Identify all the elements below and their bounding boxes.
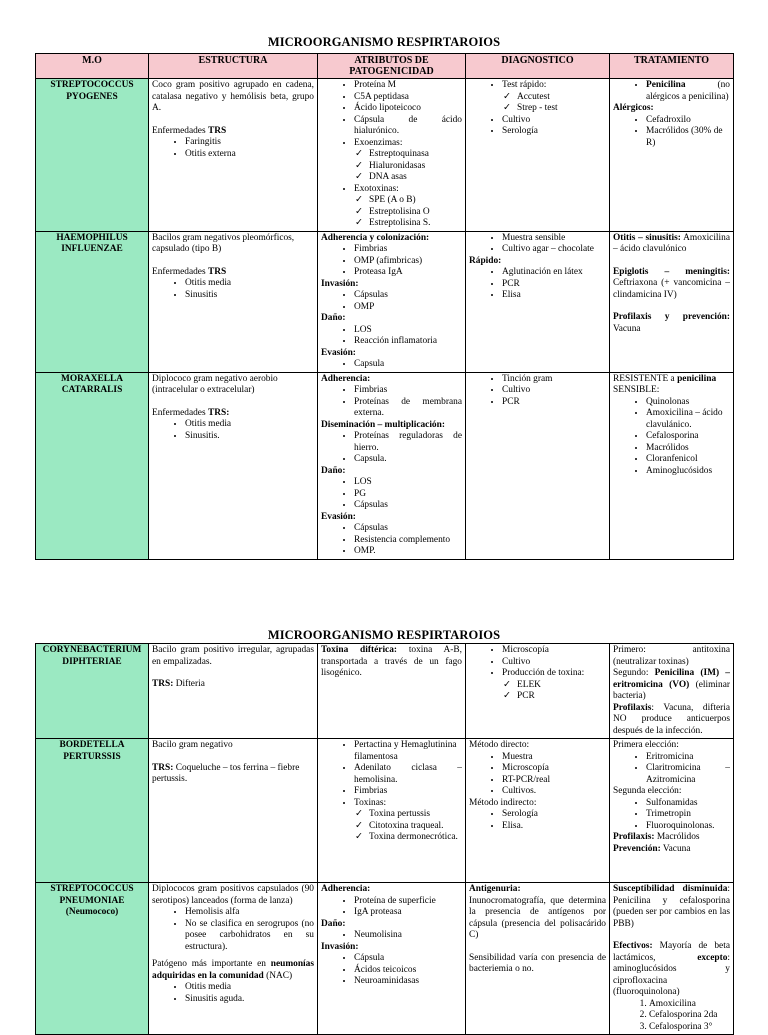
list-item: • Test rápido: <box>502 80 606 92</box>
organism-name: HAEMOPHILUS INFLUENZAE <box>36 231 149 372</box>
list-item: • Amoxicilina – ácido clavulánico. <box>646 408 730 431</box>
exotoxinas-list <box>321 195 462 230</box>
check-item: ✓ ELEK <box>517 680 606 692</box>
list-item: • Faringitis <box>185 137 314 149</box>
estructura-cell: Diplococos gram positivos capsulados (90 serotipos) lanceados (forma de lanza) • Hemolisis alfa • No se clasifica en serogrupos (no posee carbohidratos en su estructura). Patógeno más importante en neumonías adquiridas en la comunidad (NAC) • Otitis media • Sinusitis aguda. <box>149 883 318 1035</box>
atributos-cell: Adherencia: • Fimbrias • Proteínas de membrana externa. Diseminación – multiplicación: • Proteínas reguladoras de hierro. • Capsula. Daño: • LOS • PG • Cápsulas Evasión: • Cápsulas • Resistencia complemento • OMP. <box>318 372 466 559</box>
list-item: • Aglutinación en látex <box>502 267 606 279</box>
estructura-text: Bacilo gram positivo irregular, agrupadas en empalizadas. <box>152 645 314 667</box>
diagnostico-cell <box>466 372 610 559</box>
atributos-cell: Toxina diftérica: toxina A-B, transportada a través de un fago lisogénico. <box>318 644 466 739</box>
table-row-streptococcus-pneumoniae <box>36 883 734 1035</box>
enfermedades-label: Enfermedades TRS: <box>152 407 230 418</box>
check-item: ✓ Estreptolisina S. <box>369 218 462 230</box>
list-item: • Elisa <box>502 290 606 302</box>
list-item: • Cápsulas <box>354 500 462 512</box>
check-item: ✓ Toxina pertussis <box>369 809 462 821</box>
atributos-cell: Adherencia: • Proteína de superficie • IgA proteasa Daño: • Neumolisina Invasión: • Cápsula • Ácidos teicoicos • Neuroaminidasas <box>318 883 466 1035</box>
list-item: • Adenilato ciclasa – hemolisina. <box>354 763 462 786</box>
tratamiento-cell: Otitis – sinusitis: Amoxicilina – ácido clavulónico Epiglotis – meningitis: Ceftriaxona (+ vancomicina – clindamicina IV) Profilaxis y prevención: Vacuna <box>610 231 734 372</box>
list-item: • Serología <box>502 809 606 821</box>
diagnostico-cell: Antigenuria: Inunocromatografía, que determina la presencia de antígenos por cápsula (presencia del polisacárido C) Sensibilidad varía con presencia de bacteriemia o no. <box>466 883 610 1035</box>
list-item: • Cloranfenicol <box>646 454 730 466</box>
table-row-moraxella-catarralis <box>36 372 734 559</box>
list-item: • Proteasa IgA <box>354 267 462 279</box>
check-item: ✓ Citotoxina traqueal. <box>369 821 462 833</box>
enfermedades-label: Enfermedades TRS <box>152 266 227 277</box>
list-item: 2. Cefalosporina 2da <box>649 1010 730 1022</box>
alergicos-label: Alérgicos: <box>613 103 654 113</box>
list-item: • Hemolisis alfa <box>185 907 314 919</box>
estructura-text: Diplococo gram negativo aerobio (intracelular o extracelular) <box>152 373 278 395</box>
estructura-cell: Bacilo gram positivo irregular, agrupadas en empalizadas. TRS: Difteria <box>149 644 318 739</box>
list-item: • Cultivos. <box>502 786 606 798</box>
diagnostico-cell: • Muestra sensible • Cultivo agar – chocolate Rápido: • Aglutinación en látex • PCR • Elisa <box>466 231 610 372</box>
list-item: • Pertactina y Hemaglutinina filamentosa <box>354 740 462 763</box>
atributos-cell <box>318 739 466 883</box>
check-item: ✓ Toxina dermonecrótica. <box>369 832 462 844</box>
list-item: • Cefadroxilo <box>646 115 730 127</box>
check-item: ✓ Estreptoquinasa <box>369 149 462 161</box>
organism-name: CORYNEBACTERIUM DIPHTERIAE <box>36 644 149 739</box>
check-item: ✓ DNA asas <box>369 172 462 184</box>
list-item: • Reacción inflamatoria <box>354 336 462 348</box>
list-item: • Microscopía <box>502 645 606 657</box>
list-item: • Cultivo <box>502 657 606 669</box>
table-row-haemophilus-influenzae <box>36 231 734 372</box>
list-item: • Producción de toxina: <box>502 668 606 680</box>
list-item: • PG <box>354 489 462 501</box>
list-item: • Proteína M <box>354 80 462 92</box>
list-item: • C5A peptidasa <box>354 92 462 104</box>
check-item: ✓ Accutest <box>517 92 606 104</box>
organism-name: STREPTOCOCCUS PYOGENES <box>36 79 149 232</box>
organism-name: BORDETELLA PERTURSSIS <box>36 739 149 883</box>
header-diagnostico: DIAGNOSTICO <box>466 54 610 79</box>
list-item: • OMP. <box>354 546 462 558</box>
estructura-text: Bacilos gram negativos pleomórficos, capsulado (tipo B) <box>152 232 295 254</box>
header-atributos: ATRIBUTOS DE PATOGENICIDAD <box>318 54 466 79</box>
list-item: • Cultivo <box>502 115 606 127</box>
tratamiento-cell: Primero: antitoxina (neutralizar toxinas) Segundo: Penicilina (IM) – eritromicina (VO) (eliminar bacteria) Profilaxis: Vacuna, difteria NO produce anticuerpos después de la infección. <box>610 644 734 739</box>
list-item: • Otitis externa <box>185 149 314 161</box>
list-item: • PCR <box>502 397 606 409</box>
list-item: • Cápsulas <box>354 290 462 302</box>
list-item: • Neumolisina <box>354 930 462 942</box>
estructura-text: Coco gram positivo agrupado en cadena, catalasa negativo y hemólisis beta, grupo A. <box>152 80 314 113</box>
tratamiento-cell: Primera elección: • Eritromicina • Claritromicina – Azitromicina Segunda elección: • Sulfonamidas • Trimetropin • Fluoroquinolonas. Profilaxis: Macrólidos Prevención: Vacuna <box>610 739 734 883</box>
tratamiento-cell: Susceptibilidad disminuida: Penicilina y cefalosporina (pueden ser por cambios en las PBB) Efectivos: Mayoría de beta lactámicos, excepto: aminoglucósidos y ciprofloxacina (fluoroquinolona) 1. Amoxicilina 2. Cefalosporina 2da 3. Cefalosporina 3° <box>610 883 734 1035</box>
list-item: • Otitis media <box>185 982 314 994</box>
check-item: ✓ Estreptolisina O <box>369 207 462 219</box>
header-tratamiento: TRATAMIENTO <box>610 54 734 79</box>
list-item: • Elisa. <box>502 821 606 833</box>
list-item: • Cultivo agar – chocolate <box>502 244 606 256</box>
enfermedades-list <box>152 137 314 160</box>
list-item: • Sinusitis. <box>185 431 314 443</box>
list-item: • Cápsulas <box>354 523 462 535</box>
list-item: • Ácidos teicoicos <box>354 965 462 977</box>
list-item: • IgA proteasa <box>354 907 462 919</box>
diagnostico-cell <box>466 644 610 739</box>
list-item: • Quinolonas <box>646 397 730 409</box>
diagnostico-cell: Método directo: • Muestra • Microscopía • RT-PCR/real • Cultivos. Método indirecto: • Serología • Elisa. <box>466 739 610 883</box>
list-item: • LOS <box>354 325 462 337</box>
atributos-list <box>321 80 462 149</box>
list-item: • Cultivo <box>502 385 606 397</box>
organism-name: MORAXELLA CATARRALIS <box>36 372 149 559</box>
list-item: • Fimbrias <box>354 786 462 798</box>
table-row-corynebacterium-diphteriae <box>36 644 734 739</box>
list-item: 3. Cefalosporina 3° <box>649 1022 730 1034</box>
estructura-cell <box>149 231 318 372</box>
list-item: • Muestra sensible <box>502 233 606 245</box>
list-item: • No se clasifica en serogrupos (no posee carbohidratos en su estructura). <box>185 919 314 954</box>
list-item: • Otitis media <box>185 278 314 290</box>
list-item: • Muestra <box>502 752 606 764</box>
list-item: • Trimetropin <box>646 809 730 821</box>
list-item: • Exoenzimas: <box>354 138 462 150</box>
table-title-2: MICROORGANISMO RESPIRTAROIOS <box>267 628 501 642</box>
list-item: • Capsula <box>354 359 462 371</box>
list-item: • Penicilina (no alérgicos a penicilina) <box>646 80 730 103</box>
list-item: • Macrólidos <box>646 443 730 455</box>
estructura-cell <box>149 372 318 559</box>
tratamiento-cell <box>610 79 734 232</box>
list-item: • Fimbrias <box>354 244 462 256</box>
check-item: ✓ SPE (A o B) <box>369 195 462 207</box>
list-item: • Microscopía <box>502 763 606 775</box>
list-item: • Neuroaminidasas <box>354 976 462 988</box>
check-item: ✓ PCR <box>517 691 606 703</box>
organism-name: STREPTOCOCCUS PNEUMONIAE (Neumococo) <box>36 883 149 1035</box>
microorganism-table-2 <box>35 643 734 1035</box>
list-item: • Cefalosporina <box>646 431 730 443</box>
exoenzimas-list <box>321 149 462 184</box>
list-item: • Capsula. <box>354 454 462 466</box>
check-item: ✓ Hialuronidasas <box>369 161 462 173</box>
list-item: • OMP (afimbricas) <box>354 256 462 268</box>
enfermedades-label: Enfermedades TRS <box>152 125 227 136</box>
list-item: • PCR <box>502 279 606 291</box>
list-item: • LOS <box>354 477 462 489</box>
list-item: • Cápsula <box>354 953 462 965</box>
header-estructura: ESTRUCTURA <box>149 54 318 79</box>
list-item: • Resistencia complemento <box>354 535 462 547</box>
list-item: • Exotoxinas: <box>354 184 462 196</box>
check-item: ✓ Strep - test <box>517 103 606 115</box>
list-item: • Serología <box>502 126 606 138</box>
list-item: • Cápsula de ácido hialurónico. <box>354 115 462 138</box>
list-item: • Sinusitis <box>185 290 314 302</box>
list-item: • Sulfonamidas <box>646 798 730 810</box>
exotoxinas-label-list <box>321 184 462 196</box>
list-item: • Proteínas reguladoras de hierro. <box>354 431 462 454</box>
atributos-cell <box>318 79 466 232</box>
list-item: • Eritromicina <box>646 752 730 764</box>
estructura-text: Bacilo gram negativo <box>152 740 233 750</box>
list-item: • RT-PCR/real <box>502 775 606 787</box>
table-row-streptococcus-pyogenes <box>36 79 734 232</box>
estructura-text: Diplococos gram positivos capsulados (90 serotipos) lanceados (forma de lanza) <box>152 884 314 906</box>
list-item: • Fimbrias <box>354 385 462 397</box>
list-item: • Fluoroquinolonas. <box>646 821 730 833</box>
list-item: 1. Amoxicilina <box>649 999 730 1011</box>
estructura-cell: Bacilo gram negativo TRS: Coqueluche – tos ferrina – fiebre pertussis. <box>149 739 318 883</box>
list-item: • Proteínas de membrana externa. <box>354 397 462 420</box>
header-mo: M.O <box>36 54 149 79</box>
atributos-cell: Adherencia y colonización: • Fimbrias • OMP (afimbricas) • Proteasa IgA Invasión: • Cápsulas • OMP Daño: • LOS • Reacción inflamatoria Evasión: • Capsula <box>318 231 466 372</box>
list-item: • Toxinas: <box>354 798 462 810</box>
tratamiento-cell: RESISTENTE a penicilina SENSIBLE: • Quinolonas • Amoxicilina – ácido clavulánico. • Cefalosporina • Macrólidos • Cloranfenicol • Aminoglucósidos <box>610 372 734 559</box>
list-item: • Ácido lipoteicoco <box>354 103 462 115</box>
list-item: • Proteína de superficie <box>354 896 462 908</box>
list-item: • Sinusitis aguda. <box>185 994 314 1006</box>
list-item: • Claritromicina – Azitromicina <box>646 763 730 786</box>
table-row-bordetella-pertursis <box>36 739 734 883</box>
microorganism-table-1 <box>35 53 734 560</box>
table-title-1: MICROORGANISMO RESPIRTAROIOS <box>267 35 501 49</box>
list-item: • Otitis media <box>185 419 314 431</box>
header-row <box>36 54 734 79</box>
estructura-cell <box>149 79 318 232</box>
list-item: • Aminoglucósidos <box>646 466 730 478</box>
list-item: • Tinción gram <box>502 374 606 386</box>
diagnostico-cell <box>466 79 610 232</box>
list-item: • Macrólidos (30% de R) <box>646 126 730 149</box>
list-item: • OMP <box>354 302 462 314</box>
